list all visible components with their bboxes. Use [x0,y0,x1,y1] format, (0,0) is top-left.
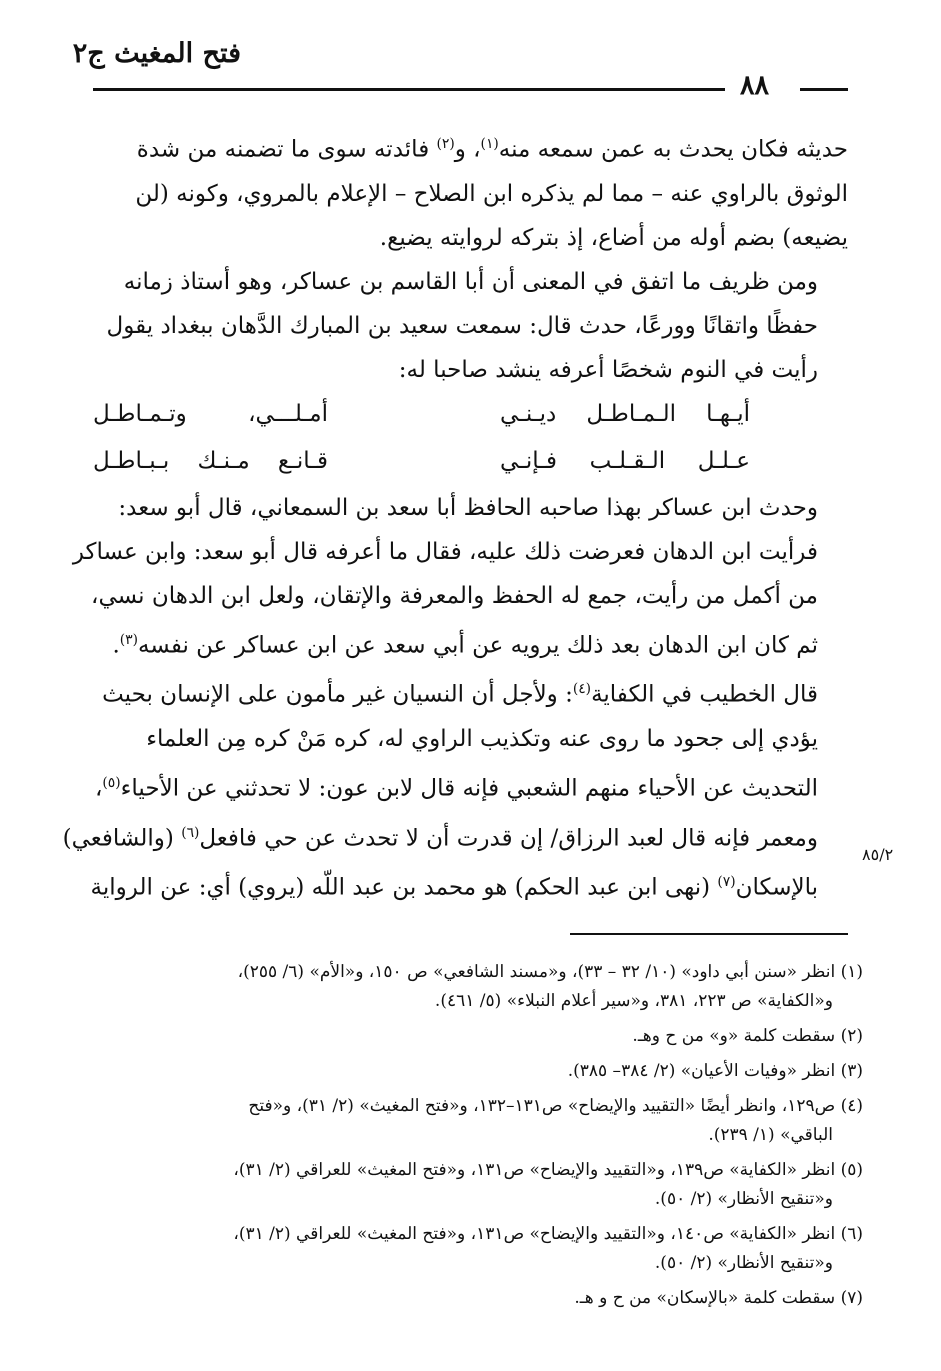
footnote-line: (٣) انظر «وفيات الأعيان» (٢/ ٣٨٤– ٣٨٥). [567,1061,863,1081]
header-rule-short [800,88,848,91]
text-line: يضيعه) بضم أوله من أضاع، إذ بتركه لروايته يضيع. [379,224,848,251]
text-line [62,811,848,861]
text-line [90,860,848,910]
text-run: (والشافعي) [62,825,182,852]
poem [93,392,848,486]
footnote-line: و«تنقيح الأنظار» (٢/ ٥٠). [654,1253,833,1273]
footnote [93,1156,863,1214]
header-rule [93,88,725,91]
footnote [93,1092,863,1150]
text-line: رأيت في النوم شخصًا أعرفه ينشد صاحبا له: [398,356,818,383]
text-run: بالإسكان [735,874,818,901]
paragraph-4 [62,667,848,910]
footnote-line: (١) انظر «سنن أبي داود» (١٠/ ٣٢ – ٣٣)، و«مسند الشافعي» ص ١٥٠، و«الأم» (٦/ ٢٥٥)، [237,962,863,982]
footnote [93,1057,863,1086]
verse-hemistich: عـلـل الـقـلـب فـإنـي [500,447,750,474]
paragraph-3 [72,486,848,668]
footnote-ref: (٦) [181,824,200,841]
text-run: . [112,632,120,659]
footnote-line: (٧) سقطت كلمة «بالإسكان» من ح و هـ. [574,1288,863,1308]
verse-hemistich: أيـهـا الـمـاطـل ديـنـي [500,400,750,427]
footnote [93,958,863,1016]
text-run: (نهى ابن عبد الحكم) هو محمد بن عبد اللّه (يروي) أي: عن الرواية [90,874,718,901]
footnote-ref: (٧) [717,874,736,891]
footnote-line: (٤) ص١٢٩، وانظر أيضًا «التقييد والإيضاح» ص١٣١–١٣٢، و«فتح المغيث» (٢/ ٣١)، و«فتح [248,1096,863,1116]
page-number: ٨٨ [740,70,770,101]
paragraph-1 [93,122,848,260]
text-line: من أكمل من رأيت، جمع له الحفظ والمعرفة والإتقان، ولعل ابن الدهان نسي، [91,582,818,609]
text-line [93,761,848,811]
text-run: قال الخطيب في الكفاية [591,681,818,708]
text-line: فرأيت ابن الدهان فعرضت ذلك عليه، فقال ما أعرفه قال أبو سعد: وابن عساكر [72,538,818,565]
verse-hemistich: قـانـع مـنـك بـبـاطـل [93,447,328,474]
footnote-ref: (٤) [572,681,592,698]
footnote-line: (٢) سقطت كلمة «و» من ح وهـ. [632,1026,863,1046]
text-run: حديثه فكان يحدث به عمن سمعه منه [498,136,848,163]
footnote-line: و«الكفاية» ص ٢٢٣، ٣٨١، و«سير أعلام النبلاء» (٥/ ٤٦١). [434,991,833,1011]
footnote [93,1220,863,1278]
text-line [93,122,848,172]
footnote-ref: (٢) [436,136,455,152]
text-line: وحدث ابن عساكر بهذا صاحبه الحافظ أبا سعد بن السمعاني، قال أبو سعد: [118,494,818,521]
verse-hemistich: أمـلـــي، وتـمـاطـل [93,400,328,427]
text-line: يؤدي إلى جحود ما روى عنه وتكذيب الراوي له، كره مَنْ كره مِن العلماء [146,725,818,752]
footnote [93,1022,863,1051]
text-line: الوثوق بالراوي عنه – مما لم يذكره ابن الصلاح – الإعلام بالمروي، وكونه (لن [135,180,848,207]
text-line [93,618,848,668]
text-run: ، و [454,136,481,163]
text-run: التحديث عن الأحياء منهم الشعبي فإنه قال لابن عون: لا تحدثني عن الأحياء [120,775,818,802]
text-run: فائدته سوى ما تضمنه من شدة [136,136,437,163]
footnote-line: و«تنقيح الأنظار» (٢/ ٥٠). [654,1189,833,1209]
text-line [93,667,848,717]
footnote-ref: (٣) [119,631,138,648]
text-run: ومعمر فإنه قال لعبد الرزاق/ إن قدرت أن لا تحدث عن حي فافعل [199,825,818,852]
footnote-rule [570,933,848,935]
footnote-line: (٥) انظر «الكفاية» ص١٣٩، و«التقييد والإيضاح» ص١٣١، و«فتح المغيث» للعراقي (٢/ ٣١)، [233,1160,863,1180]
main-text [62,122,848,910]
text-line: حفظًا واتقانًا وورعًا، حدث قال: سمعت سعيد بن المبارك الدَّهان ببغداد يقول [106,312,818,339]
footnotes [93,958,863,1319]
footnote-line: (٦) انظر «الكفاية» ص١٤٠، و«التقييد والإيضاح» ص١٣١، و«فتح المغيث» للعراقي (٢/ ٣١)، [233,1224,863,1244]
margin-manuscript-ref: ٨٥/٢ [862,845,894,864]
footnote [93,1284,863,1313]
footnote-line: الباقي» (١/ ٢٣٩). [708,1125,833,1145]
text-run: ، [94,775,103,802]
text-run: : ولأجل أن النسيان غير مأمون على الإنسان بحيث [102,681,573,708]
text-line: ومن ظريف ما اتفق في المعنى أن أبا القاسم بن عساكر، وهو أستاذ زمانه [123,268,818,295]
footnote-ref: (٥) [102,774,121,791]
paragraph-2 [93,260,848,392]
footnote-ref: (١) [480,136,499,152]
running-title: فتح المغيث ج٢ [72,38,241,69]
text-run: ثم كان ابن الدهان بعد ذلك يرويه عن أبي سعد عن ابن عساكر عن نفسه [137,632,818,659]
